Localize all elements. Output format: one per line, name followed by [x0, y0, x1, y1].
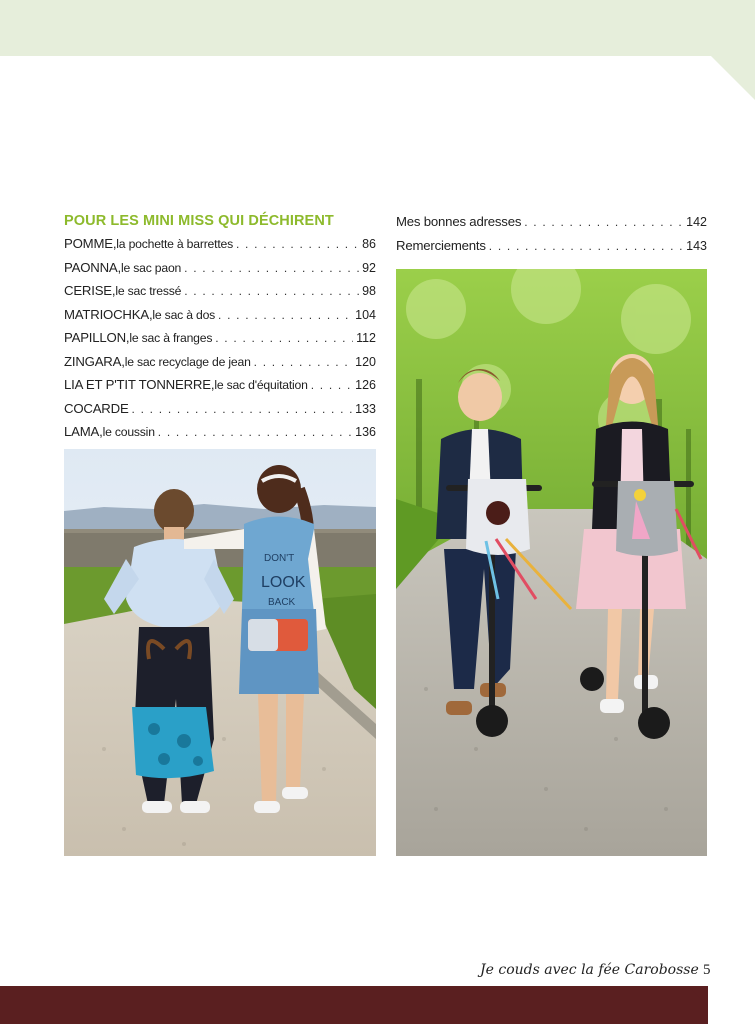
toc-entry-page: 126: [355, 378, 376, 392]
toc-entry[interactable]: [64, 256, 376, 280]
bottom-decorative-band: [0, 986, 708, 1024]
toc-entry-name: PAONNA,: [64, 259, 121, 275]
toc-entry-desc: le sac à dos: [152, 307, 216, 322]
photo-kids-with-bags-illustration: [64, 449, 376, 856]
toc-entry-desc: la pochette à barrettes: [116, 237, 233, 251]
toc-entry-page: 86: [362, 237, 376, 251]
toc-entry[interactable]: [64, 397, 376, 421]
photo-kids-with-bags: [64, 449, 376, 856]
toc-entry[interactable]: [64, 279, 376, 303]
top-band-corner: [711, 56, 755, 100]
toc-entry-name: LAMA,: [64, 424, 103, 439]
toc-entry-name: Mes bonnes adresses: [396, 214, 522, 229]
toc-entry-page: 104: [355, 307, 376, 322]
toc-entry[interactable]: [64, 420, 376, 444]
dot-leader: [158, 421, 352, 444]
book-title: Je couds avec la fée Carobosse: [480, 962, 699, 978]
toc-entry-name: MATRIOCHKA,: [64, 306, 153, 322]
bottom-band-corner: [688, 986, 708, 1006]
photo-kids-on-scooters-illustration: [396, 269, 707, 856]
toc-entry-desc: le sac à franges: [129, 331, 213, 345]
toc-entry-name: CERISE,: [64, 283, 116, 298]
toc-entry[interactable]: [64, 350, 376, 374]
section-title: POUR LES MINI MISS QUI DÉCHIRENT: [64, 213, 334, 229]
toc-entry-desc: le coussin: [102, 425, 155, 439]
toc-entry[interactable]: [64, 303, 376, 327]
toc-entry-name: ZINGARA,: [64, 353, 125, 369]
toc-left-column: [64, 210, 376, 444]
toc-entry-name: COCARDE: [64, 400, 129, 416]
jacket-text-3: BACK: [268, 597, 296, 608]
toc-entry-desc: le sac paon: [120, 260, 182, 275]
jacket-text-2: LOOK: [261, 574, 306, 591]
dot-leader: [254, 351, 352, 374]
toc-entry-name: LIA ET P'TIT TONNERRE,: [64, 377, 215, 392]
toc-entry-page: 92: [362, 260, 376, 275]
toc-entry-desc: le sac recyclage de jean: [124, 354, 251, 369]
dot-leader: [236, 233, 359, 256]
toc-entry[interactable]: [64, 326, 376, 350]
page-number: 5: [703, 962, 711, 978]
toc-entry-desc: le sac tressé: [115, 284, 182, 298]
dot-leader: [218, 304, 352, 327]
toc-entry-page: 136: [355, 425, 376, 439]
toc-entry-name: POMME,: [64, 236, 117, 251]
toc-entry-page: 98: [362, 284, 376, 298]
toc-entry-page: 143: [686, 238, 707, 253]
toc-entry-page: 120: [355, 354, 376, 369]
dot-leader: [184, 280, 359, 303]
toc-entry[interactable]: [64, 373, 376, 397]
photo-kids-on-scooters: [396, 269, 707, 856]
toc-entry-name: PAPILLON,: [64, 330, 130, 345]
dot-leader: [184, 257, 359, 280]
dot-leader: [489, 235, 683, 258]
toc-entry[interactable]: [64, 232, 376, 256]
jacket-text-1: DON'T: [264, 553, 295, 564]
dot-leader: [524, 211, 683, 234]
toc-entry-name: Remerciements: [396, 237, 486, 253]
dot-leader: [132, 398, 353, 421]
toc-entry[interactable]: [396, 210, 707, 234]
dot-leader: [215, 327, 353, 350]
toc-entry-page: 133: [355, 401, 376, 416]
toc-entry-page: 142: [686, 215, 707, 229]
dot-leader: [311, 374, 352, 397]
top-decorative-band: [0, 0, 755, 56]
toc-entry[interactable]: [396, 234, 707, 258]
toc-entry-page: 112: [356, 331, 376, 345]
toc-entry-desc: le sac d'équitation: [214, 378, 308, 392]
toc-right-column: [396, 210, 707, 257]
